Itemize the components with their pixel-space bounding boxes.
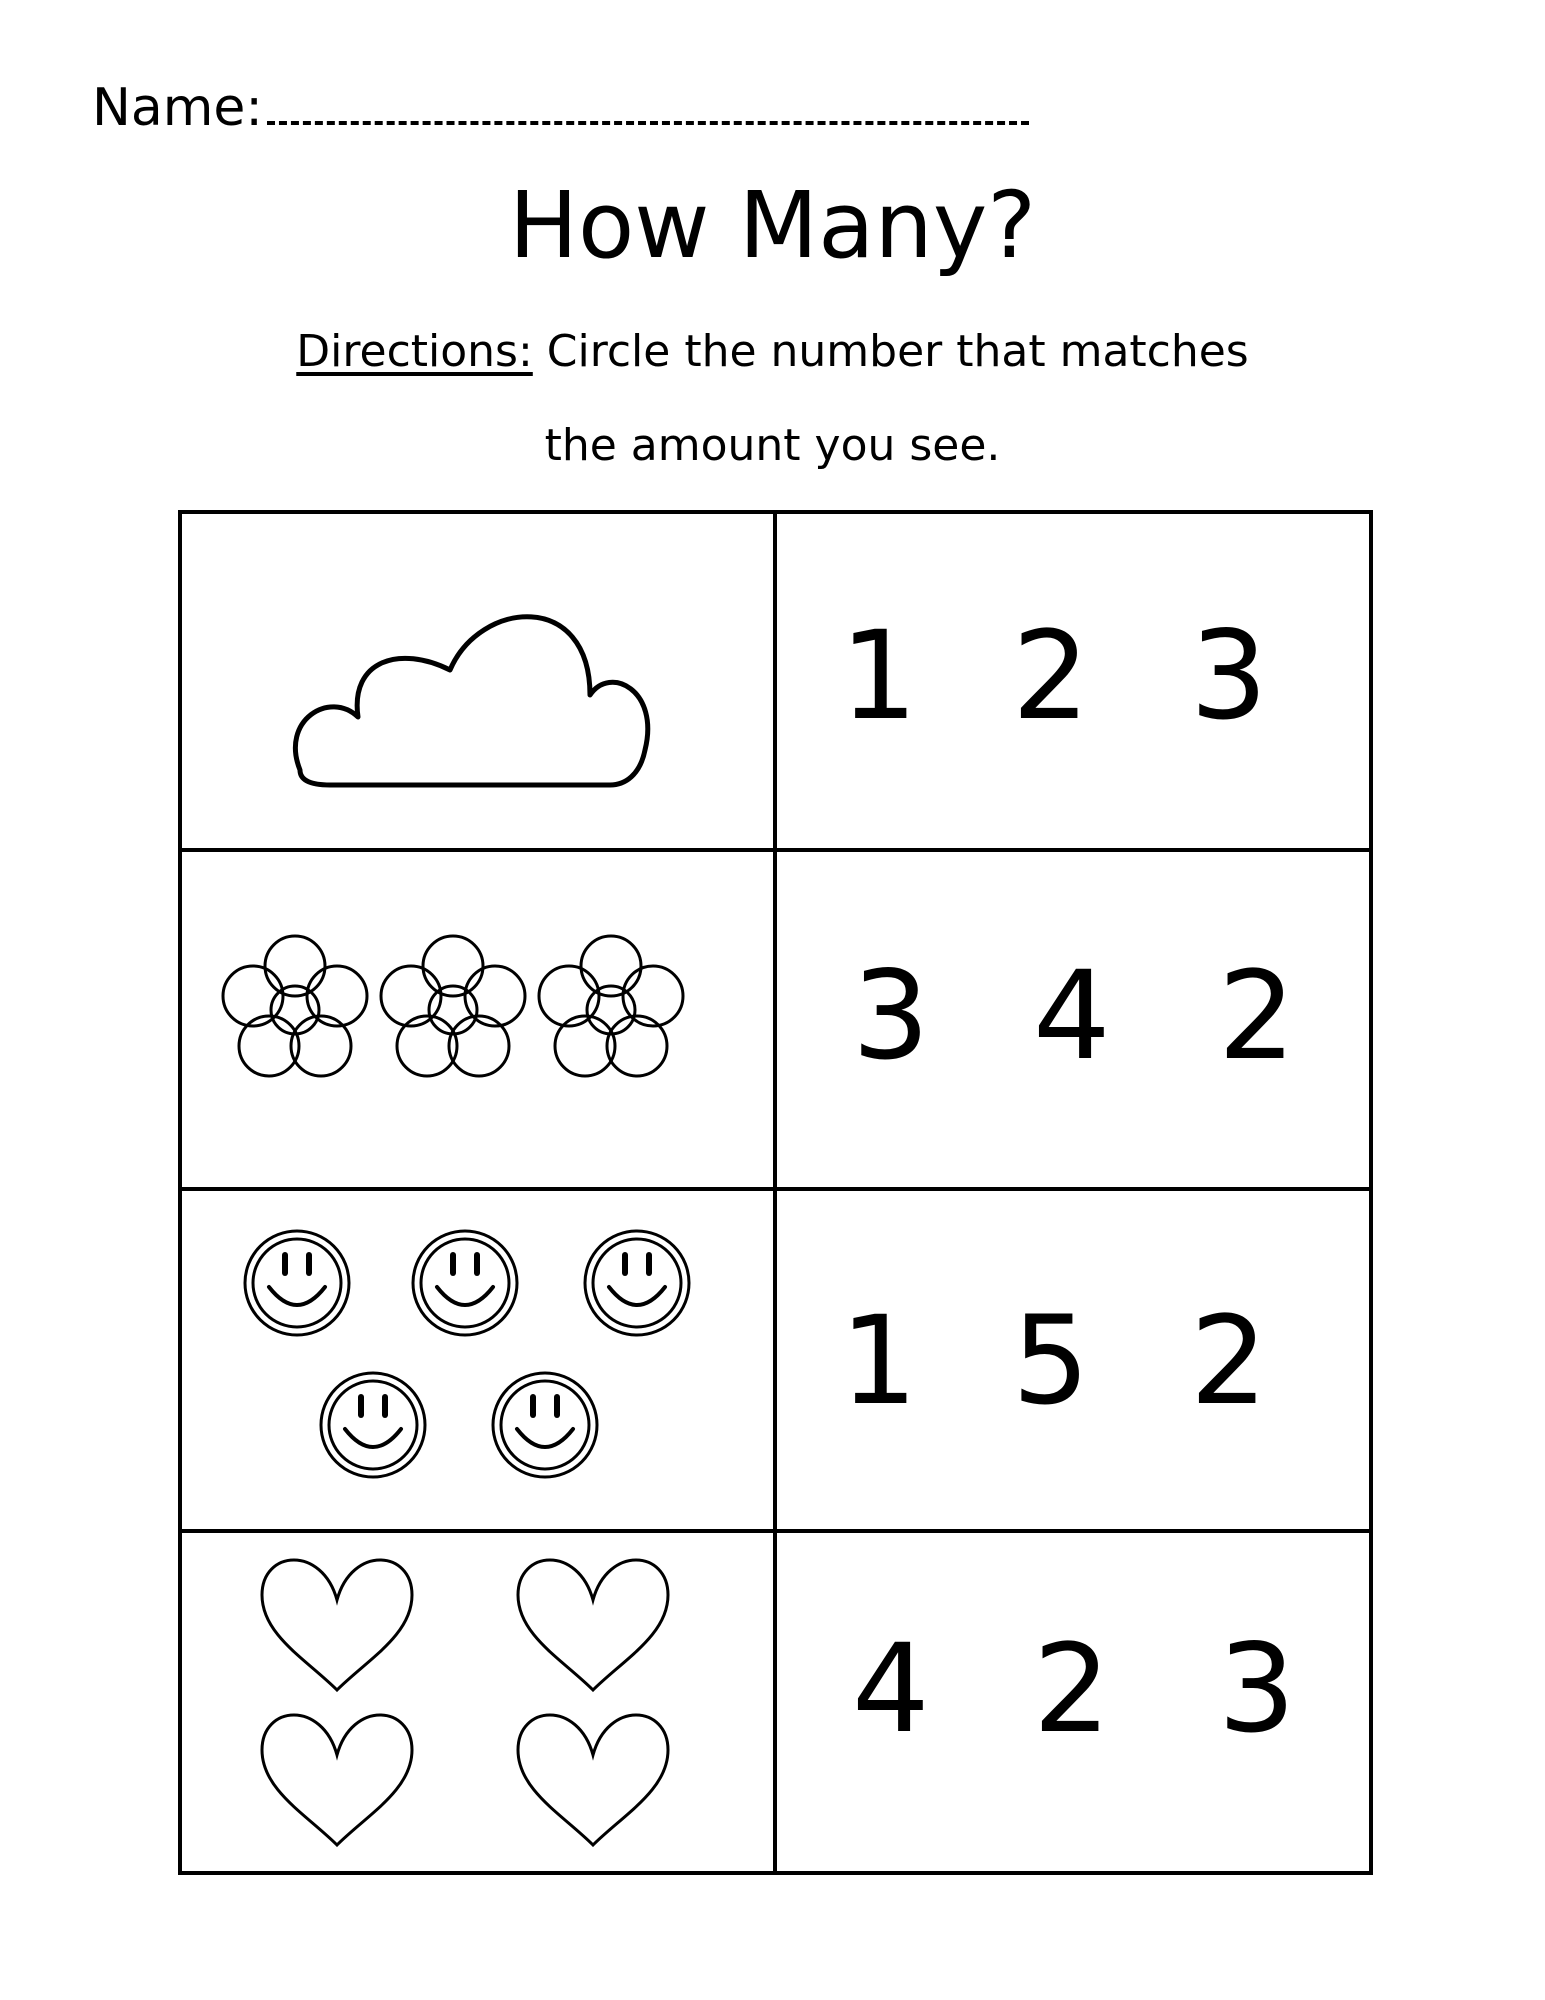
name-label: Name: [92, 78, 263, 138]
flower-icon [539, 936, 683, 1076]
smiley-face-icon [245, 1231, 349, 1335]
directions-text-1: Circle the number that matches [546, 326, 1249, 377]
heart-icon [518, 1715, 668, 1845]
smiley-face-icon [321, 1373, 425, 1477]
smiley-face-icon [413, 1231, 517, 1335]
heart-group [255, 1555, 685, 1855]
number-choice[interactable]: 3 [852, 945, 930, 1087]
number-choice[interactable]: 5 [1012, 1290, 1090, 1432]
heart-icon [262, 1715, 412, 1845]
smiley-face-icon [585, 1231, 689, 1335]
directions-line-2: the amount you see. [544, 420, 1001, 471]
cloud-icon [290, 600, 660, 800]
number-choice[interactable]: 4 [1033, 945, 1111, 1087]
grid-divider-row-3 [178, 1529, 1373, 1533]
flower-icon [223, 936, 367, 1076]
page-title: How Many? [508, 172, 1037, 279]
number-choice[interactable]: 2 [1012, 605, 1090, 747]
grid-divider-row-1 [178, 848, 1373, 852]
heart-icon [518, 1560, 668, 1690]
flower-group [215, 930, 695, 1090]
name-blank-line[interactable] [267, 121, 1029, 125]
grid-divider-vertical [773, 510, 777, 1875]
grid-divider-row-2 [178, 1187, 1373, 1191]
number-choice[interactable]: 4 [852, 1618, 930, 1760]
smiley-group [235, 1225, 705, 1495]
smiley-face-icon [493, 1373, 597, 1477]
directions-label: Directions: [296, 326, 533, 377]
number-choice[interactable]: 3 [1218, 1618, 1296, 1760]
number-choice[interactable]: 2 [1190, 1290, 1268, 1432]
number-choice[interactable]: 2 [1033, 1618, 1111, 1760]
number-choice[interactable]: 2 [1218, 945, 1296, 1087]
number-choice[interactable]: 3 [1190, 605, 1268, 747]
name-field[interactable] [92, 78, 1029, 138]
number-choice[interactable]: 1 [840, 605, 918, 747]
number-choice[interactable]: 1 [840, 1290, 918, 1432]
flower-icon [381, 936, 525, 1076]
directions-line-1 [0, 326, 1545, 377]
heart-icon [262, 1560, 412, 1690]
